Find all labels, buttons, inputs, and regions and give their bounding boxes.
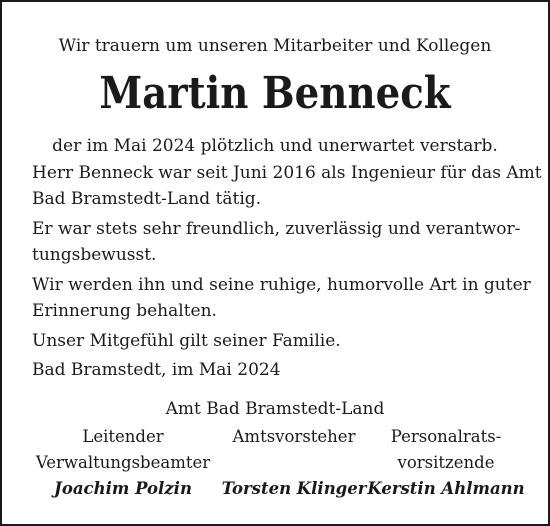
paragraph-employment bbox=[32, 160, 542, 212]
paragraph-line: Unser Mitgefühl gilt seiner Familie. bbox=[32, 331, 341, 351]
paragraph-condolence bbox=[32, 328, 518, 354]
signatory-title: Leitender bbox=[82, 427, 164, 446]
signatory-title: Verwaltungsbeamter bbox=[35, 453, 211, 472]
signatory-spacer bbox=[214, 450, 374, 476]
intro-line: Wir trauern um unseren Mitarbeiter und Kollegen bbox=[58, 36, 492, 56]
place-date: Bad Bramstedt, im Mai 2024 bbox=[32, 360, 281, 380]
paragraph-line: Er war stets sehr freundlich, zuverlässig und verantwor- bbox=[32, 219, 521, 239]
signatory-name: Kerstin Ahlmann bbox=[367, 479, 525, 498]
death-line: der im Mai 2024 plötzlich und unerwartet verstarb. bbox=[52, 136, 498, 156]
deceased-name: Martin Benneck bbox=[99, 68, 451, 119]
paragraph-line: Bad Bramstedt-Land tätig. bbox=[32, 189, 262, 209]
paragraph-line: Wir werden ihn und seine ruhige, humorvolle Art in guter bbox=[32, 275, 531, 295]
paragraph-character bbox=[32, 216, 521, 268]
paragraph-memory bbox=[32, 272, 531, 324]
signatory-name: Joachim Polzin bbox=[54, 479, 192, 498]
signatory-2 bbox=[214, 424, 374, 502]
signatory-title: vorsitzende bbox=[397, 453, 495, 472]
organization-name: Amt Bad Bramstedt-Land bbox=[165, 399, 385, 419]
paragraph-line: Erinnerung behalten. bbox=[32, 301, 217, 321]
paragraph-line: tungsbewusst. bbox=[32, 245, 157, 265]
signatory-3 bbox=[366, 424, 526, 502]
signatory-title: Amtsvorsteher bbox=[232, 427, 356, 446]
paragraph-line: Herr Benneck war seit Juni 2016 als Ingenieur für das Amt bbox=[32, 163, 542, 183]
signatory-title: Personalrats- bbox=[390, 427, 502, 446]
signatory-1 bbox=[28, 424, 218, 502]
signatory-name: Torsten Klinger bbox=[221, 479, 367, 498]
